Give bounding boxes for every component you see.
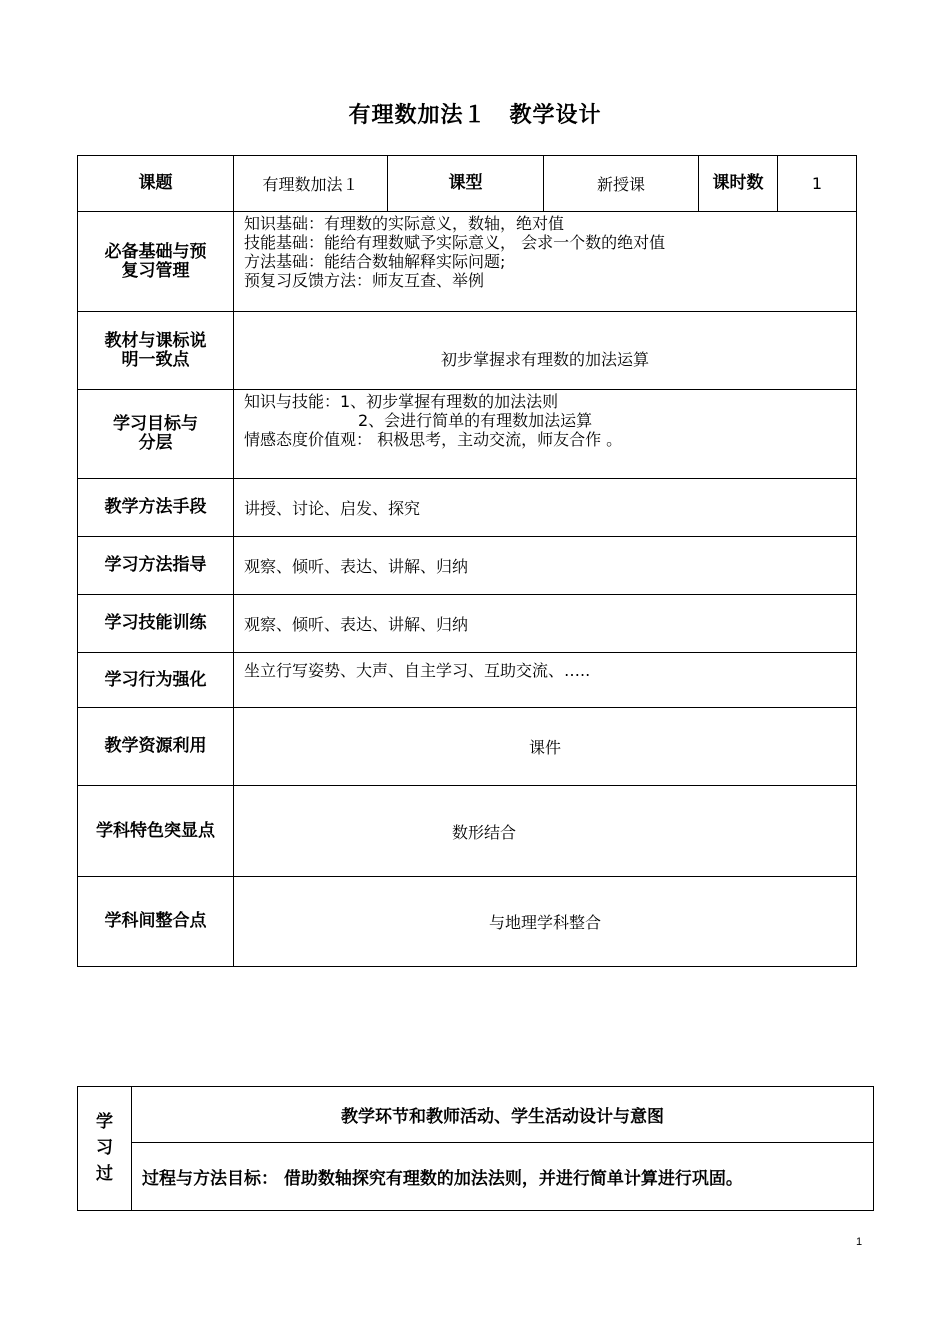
curriculum-value: 初步掌握求有理数的加法运算 <box>234 312 857 390</box>
integration-row <box>78 877 857 967</box>
process-side-char: 学 <box>96 1112 113 1132</box>
study-methods-value: 观察、倾听、表达、讲解、归纳 <box>234 537 857 595</box>
integration-label: 学科间整合点 <box>78 877 234 967</box>
behavior-value: 坐立行写姿势、大声、自主学习、互助交流、….. <box>234 653 857 708</box>
process-header-row <box>78 1087 874 1143</box>
prerequisites-label-text: 必备基础与预复习管理 <box>104 241 207 281</box>
curriculum-label <box>78 312 234 390</box>
features-value: 数形结合 <box>234 786 857 877</box>
study-methods-row <box>78 537 857 595</box>
objectives-line: 2、会进行简单的有理数加法运算 <box>358 411 593 430</box>
prerequisites-content <box>234 212 857 312</box>
objectives-row <box>78 390 857 479</box>
objectives-line: 情感态度价值观： 积极思考，主动交流，师友合作 。 <box>244 430 623 449</box>
teaching-methods-row <box>78 479 857 537</box>
process-goal: 过程与方法目标： 借助数轴探究有理数的加法法则，并进行简单计算进行巩固。 <box>132 1143 874 1211</box>
topic-value: 有理数加法１ <box>234 156 388 212</box>
prerequisites-line: 知识基础：有理数的实际意义，数轴，绝对值 <box>244 214 565 233</box>
lesson-plan-table <box>77 155 857 967</box>
behavior-row <box>78 653 857 708</box>
resources-value: 课件 <box>234 708 857 786</box>
type-label: 课型 <box>388 156 544 212</box>
process-side-label <box>78 1087 132 1211</box>
page-title: 有理数加法１ 教学设计 <box>348 103 602 128</box>
type-value: 新授课 <box>544 156 699 212</box>
skill-training-value: 观察、倾听、表达、讲解、归纳 <box>234 595 857 653</box>
objectives-content <box>234 390 857 479</box>
curriculum-label-text: 教材与课标说明一致点 <box>104 330 207 370</box>
objectives-label-text: 学习目标与分层 <box>113 414 198 453</box>
process-header: 教学环节和教师活动、学生活动设计与意图 <box>132 1087 874 1143</box>
prerequisites-line: 技能基础：能给有理数赋予实际意义， 会求一个数的绝对值 <box>244 233 666 252</box>
process-side-char: 习 <box>96 1138 113 1158</box>
learning-process-table <box>77 1086 874 1211</box>
teaching-methods-value: 讲授、讨论、启发、探究 <box>234 479 857 537</box>
prerequisites-label <box>78 212 234 312</box>
resources-label: 教学资源利用 <box>78 708 234 786</box>
features-row <box>78 786 857 877</box>
page-number: 1 <box>856 1236 863 1248</box>
process-side-char: 过 <box>96 1164 113 1184</box>
skill-training-row <box>78 595 857 653</box>
prerequisites-line: 方法基础：能结合数轴解释实际问题; <box>244 252 506 271</box>
teaching-methods-label: 教学方法手段 <box>78 479 234 537</box>
objectives-line: 知识与技能：1、初步掌握有理数的加法法则 <box>244 392 559 411</box>
prerequisites-row <box>78 212 857 312</box>
prerequisites-line: 预复习反馈方法：师友互查、举例 <box>244 271 485 290</box>
lesson-info-row <box>78 156 857 212</box>
objectives-label <box>78 390 234 479</box>
hours-label: 课时数 <box>699 156 778 212</box>
behavior-label: 学习行为强化 <box>78 653 234 708</box>
topic-label: 课题 <box>78 156 234 212</box>
integration-value: 与地理学科整合 <box>234 877 857 967</box>
skill-training-label: 学习技能训练 <box>78 595 234 653</box>
features-label: 学科特色突显点 <box>78 786 234 877</box>
hours-value: 1 <box>778 156 857 212</box>
curriculum-row <box>78 312 857 390</box>
resources-row <box>78 708 857 786</box>
study-methods-label: 学习方法指导 <box>78 537 234 595</box>
process-goal-row <box>78 1143 874 1211</box>
